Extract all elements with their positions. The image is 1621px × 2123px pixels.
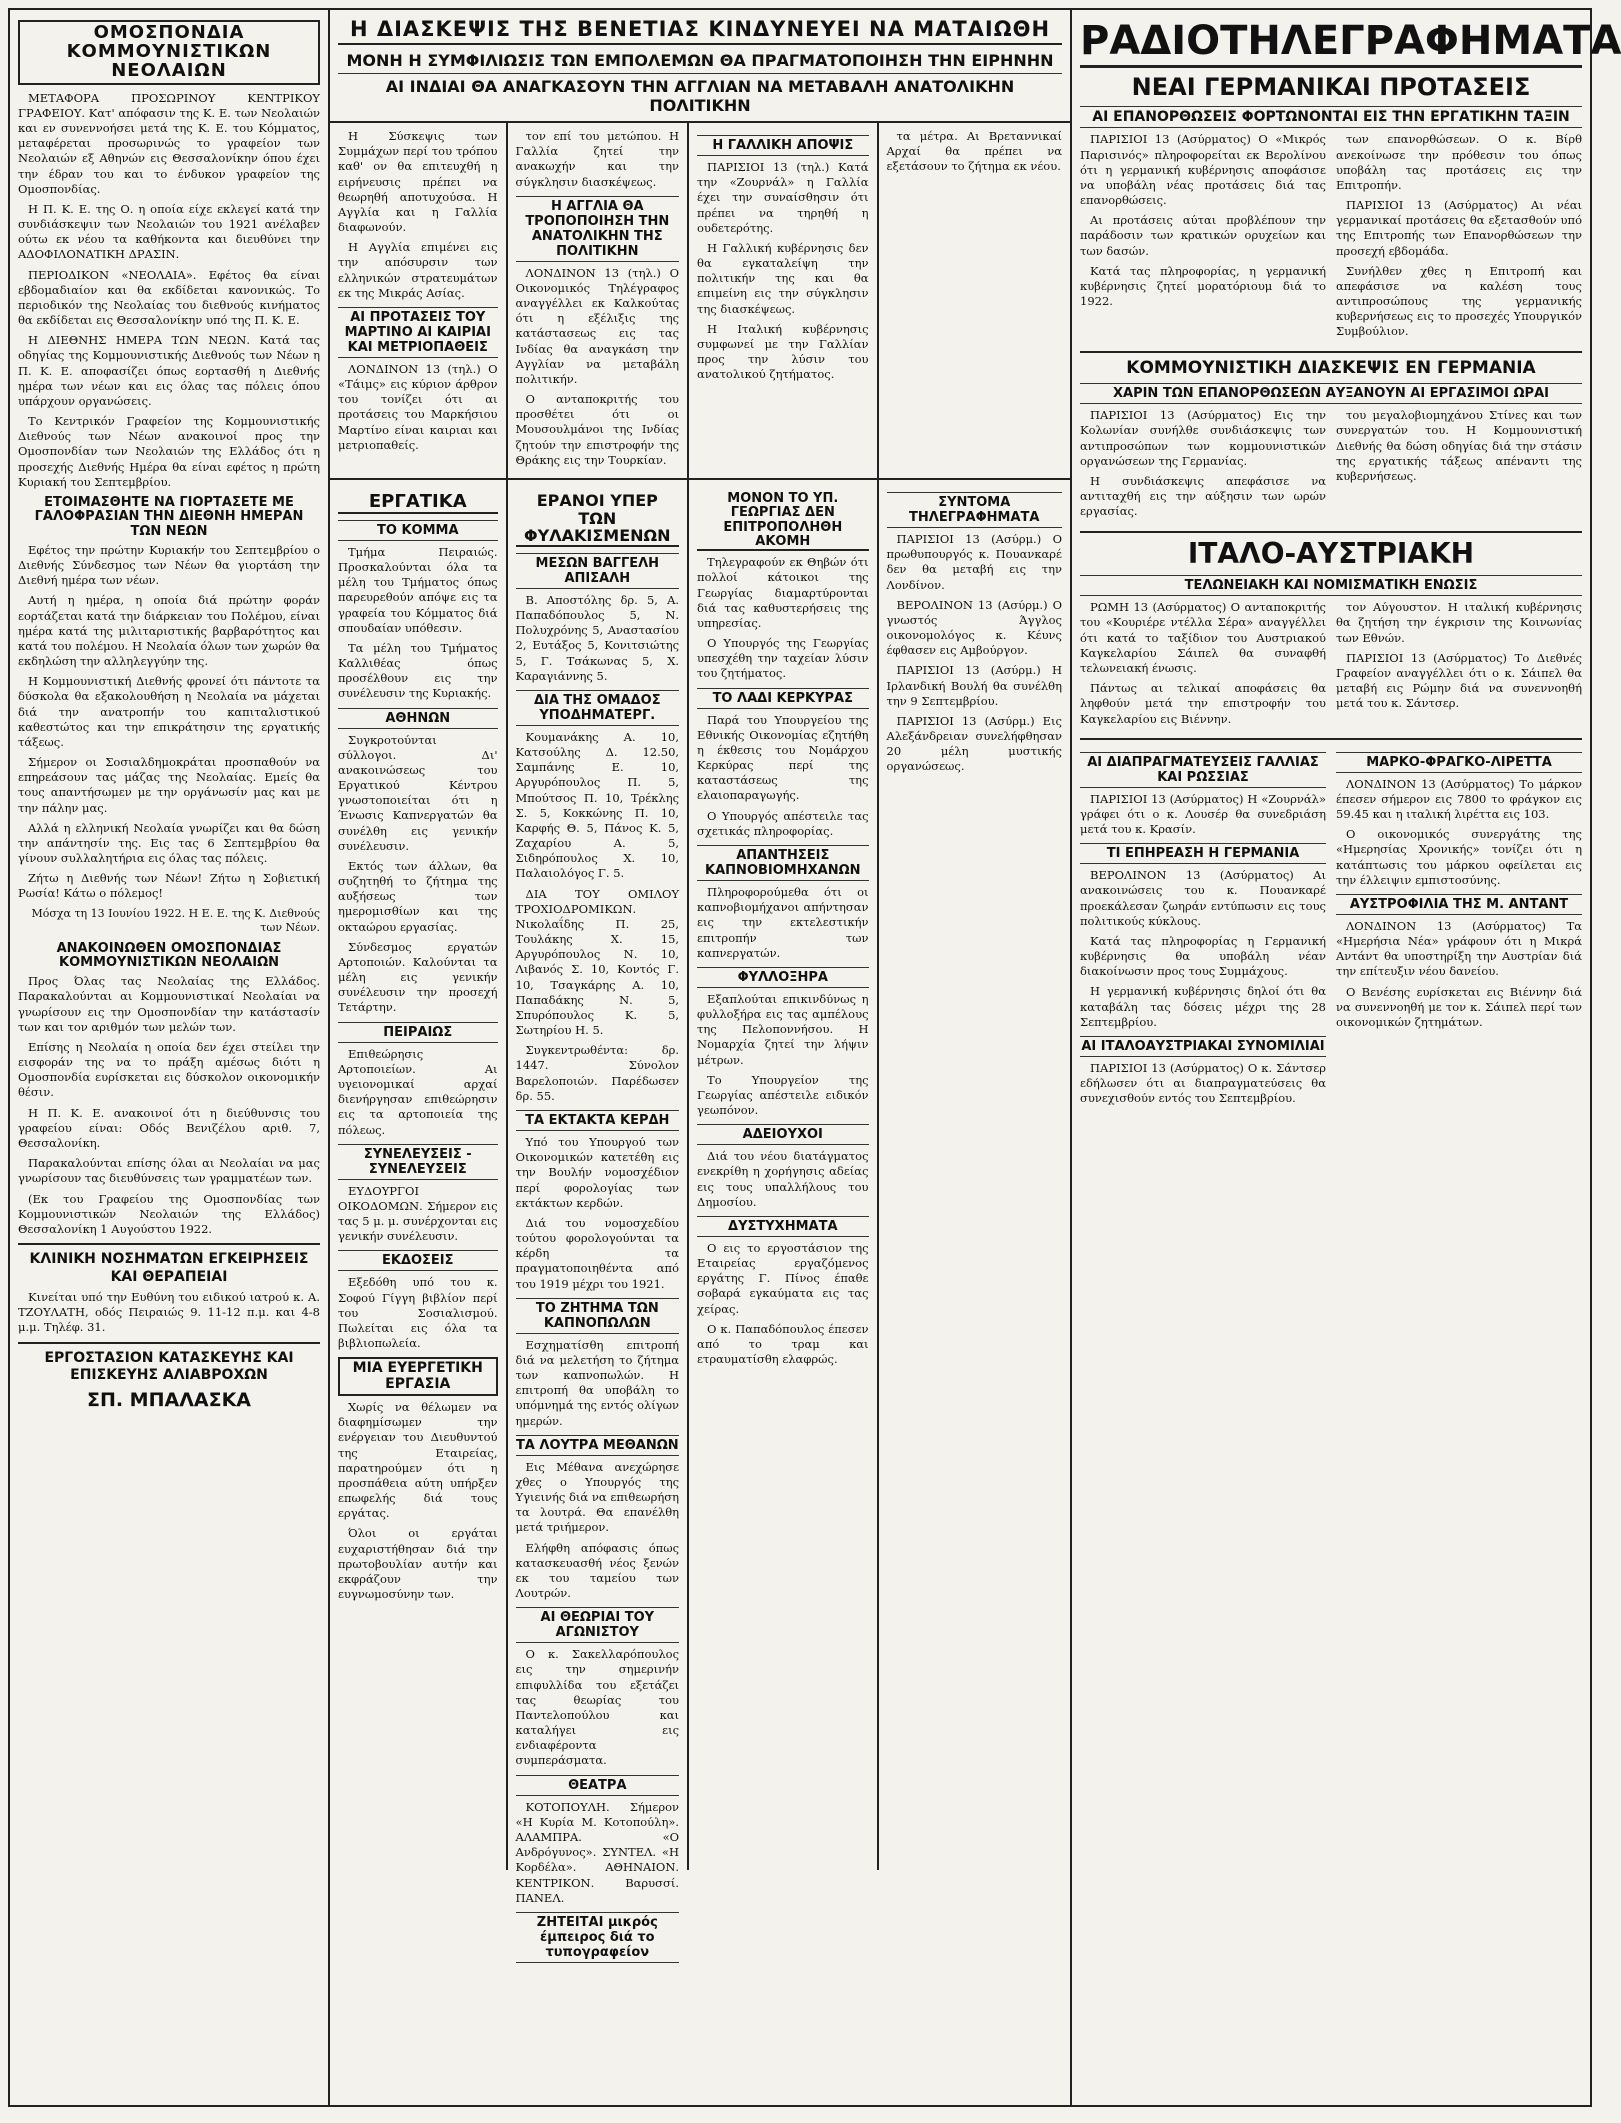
clinic-ad-text: Κινείται υπό την Ευθύνη του ειδικού ιατρού κ. Α. ΤΖΟΥΛΑΤΗ, οδός Πειραιώς 9. 11-12 π.μ. και 4-8 μ.μ. Τηλέφ. 31. [18,1290,320,1335]
factory-ad-title: ΕΡΓΟΣΤΑΣΙΟΝ ΚΑΤΑΣΚΕΥΗΣ ΚΑΙ ΕΠΙΣΚΕΥΗΣ ΑΛΙΑΒΡΟΧΩΝ [44,1349,294,1384]
article-paragraph: Διά του νομοσχεδίου τούτου φορολογούνται τα κέρδη τα πραγματοποιηθέντα από του 1919 μέχρι του 1921. [515,1215,680,1291]
article-paragraph: Η ΔΙΕΘΝΗΣ ΗΜΕΡΑ ΤΩΝ ΝΕΩΝ. Κατά τας οδηγίας της Κομμουνιστικής Διεθνούς των Νέων η Π. Κ. Ε. αποφασίζει όπως εορτασθή η Διεθνής ημέρα των νέων και εις όλας τας πόλεις όπου υπάρχουν οργανώσεις. [18,333,320,408]
article-paragraph: Συγκεντρωθέντα: δρ. 1447. Σύνολον Βαρελοποιών. Παρέδωσεν δρ. 55. [515,1043,680,1103]
article-paragraph: Η Σύσκεψις των Συμμάχων περί του τρόπου καθ' ον θα επιτευχθή η ειρήνευσις πρέπει να θεωρηθή αποτυχούσα. Η Αγγλία και η Γαλλία διαφωνούν. [338,129,498,235]
article-paragraph: Επιθεώρησις Αρτοποιείων. Αι υγειονομικαί αρχαί διενήργησαν επιθεώρησιν εις τα αρτοποιεία της πόλεως. [338,1046,498,1137]
section-heading: ΠΕΙΡΑΙΩΣ [338,1022,498,1043]
article-paragraph: Παρά του Υπουργείου της Εθνικής Οικονομίας εζητήθη η έκθεσις του Νομάρχου Κερκύρας περί της καταστάσεως της ελαιοπαραγωγής. [697,712,869,803]
section-heading: Η ΑΓΓΛΙΑ ΘΑ ΤΡΟΠΟΠΟΙΗΣΗ ΤΗΝ ΑΝΑΤΟΛΙΚΗΝ ΤΗΣ ΠΟΛΙΤΙΚΗΝ [516,196,680,262]
section-heading: ΜΟΝΟΝ ΤΟ ΥΠ. ΓΕΩΡΓΙΑΣ ΔΕΝ ΕΠΙΤΡΟΠΟΛΗΘΗ ΑΚΟΜΗ [697,492,868,551]
section-heading: ΑΙ ΔΙΑΠΡΑΓΜΑΤΕΥΣΕΙΣ ΓΑΛΛΙΑΣ ΚΑΙ ΡΩΣΣΙΑΣ [1080,752,1326,788]
middle-top-col [330,123,508,478]
section-heading: Η ΓΑΛΛΙΚΗ ΑΠΟΨΙΣ [697,135,868,156]
article-paragraph: ΡΩΜΗ 13 (Ασύρματος) Ο ανταποκριτής του «Κουριέρε ντέλλα Σέρα» αναγγέλλει ότι κατά το ταξίδιον του Αυστριακού Καγκελαρίου Σάιπελ θα συναφθή τελωνειακή ένωσις. [1080,600,1326,675]
section-heading: ΣΥΝΕΛΕΥΣΕΙΣ - ΣΥΝΕΛΕΥΣΕΙΣ [338,1144,498,1180]
section-heading: ΚΟΜΜΟΥΝΙΣΤΙΚΗ ΔΙΑΣΚΕΨΙΣ ΕΝ ΓΕΡΜΑΝΙΑ [1126,357,1536,378]
venice-conference-banner [330,10,1070,123]
divider [18,1243,320,1245]
article-paragraph: ΠΑΡΙΣΙΟΙ 13 (Ασύρμ.) Εις Αλεξάνδρειαν συνελήφθησαν 20 μέλη μυστικής οργανώσεως. [886,713,1062,774]
article-paragraph: Κατά τας πληροφορίας, η γερμανική κυβέρνησις ζητεί μορατόριουμ διά το 1922. [1080,263,1326,309]
article-paragraph: ΕΥΔΟΥΡΓΟΙ ΟΙΚΟΔΟΜΩΝ. Σήμερον εις τας 5 μ. μ. συνέρχονται εις γενικήν συνέλευσιν. [338,1183,498,1244]
middle-lower-row [330,478,1070,1960]
article-paragraph: Αι προτάσεις αύται προβλέπουν την παράδοσιν των κρατικών ορυχείων και των δασών. [1080,213,1326,258]
article-paragraph: Τμήμα Πειραιώς. Προσκαλούνται όλα τα μέλη του Τμήματος όπως παρευρεθούν απόψε εις τα γραφεία του Κόμματος διά σπουδαίαν υπόθεσιν. [338,544,498,635]
section-heading: ΤΑ ΕΚΤΑΚΤΑ ΚΕΡΔΗ [516,1110,680,1131]
article-paragraph: ΠΑΡΙΣΙΟΙ 13 (Ασύρματος) Εις την Κολωνίαν συνήλθε συνδιάσκεψις των αντιπροσώπων των κομμουνιστικών οργανώσεων της Γερμανίας. [1080,408,1326,468]
section-heading: ΤΙ ΕΠΗΡΕΑΣΗ Η ΓΕΡΜΑΝΙΑ [1080,843,1326,864]
article-paragraph: Ζήτω η Διεθνής των Νέων! Ζήτω η Σοβιετική Ρωσία! Κάτω ο πόλεμος! [18,871,320,901]
article-paragraph: Πληροφορούμεθα ότι οι καπνοβιομήχανοι απήντησαν εις την εκτελεστικήν επιτροπήν των καπνεργατών. [697,884,869,960]
article-paragraph: Η γερμανική κυβέρνησις δηλοί ότι θα καταβάλη τας δόσεις μέχρι της 28 Σεπτεμβρίου. [1080,984,1326,1029]
article-paragraph: Εις Μέθανα ανεχώρησε χθες ο Υπουργός της Υγιεινής διά να επιθεωρήση τα λουτρά. Θα επανέλθη μετά τριήμερον. [515,1459,680,1535]
section-heading: ΑΥΣΤΡΟΦΙΛΙΑ ΤΗΣ Μ. ΑΝΤΑΝΤ [1336,894,1582,915]
article-paragraph: των επανορθώσεων. Ο κ. Βίρθ ανεκοίνωσε την πρόθεσιν του όπως υποβάλη τας προτάσεις εις την Επιτροπήν. [1336,132,1582,192]
article-paragraph: Αλλά η ελληνική Νεολαία γνωρίζει και θα δώση την απάντησίν της. Εις τας 6 Σεπτεμβρίου θα γίνουν συλλαλητήρια εις όλας τας πόλεις. [18,820,320,866]
article-paragraph: Ο Υπουργός της Γεωργίας υπεσχέθη την ταχείαν λύσιν του ζητήματος. [697,636,869,681]
section-heading: ΑΘΗΝΩΝ [338,708,498,729]
article-paragraph: Παρακαλούνται επίσης όλαι αι Νεολαίαι να μας γνωρίσουν τας διευθύνσεις των γραμματέων των. [18,1156,320,1186]
section-heading: ΑΝΑΚΟΙΝΩΘΕΝ ΟΜΟΣΠΟΝΔΙΑΣ ΚΟΜΜΟΥΝΙΣΤΙΚΩΝ ΝΕΟΛΑΙΩΝ [56,940,282,970]
section-heading: ΜΙΑ ΕΥΕΡΓΕΤΙΚΗ ΕΡΓΑΣΙΑ [338,1357,498,1396]
article-paragraph: Όλοι οι εργάται ευχαριστήθησαν διά την πρωτοβουλίαν αυτήν και εκφράζουν την ευγνωμοσύνην των. [338,1526,498,1602]
middle-top-col [879,123,1070,478]
two-column-block [1080,600,1582,731]
article-paragraph: Ο Υπουργός απέστειλε τας σχετικάς πληροφορίας. [697,808,869,838]
article-paragraph: Ο κ. Παπαδόπουλος έπεσεν από το τραμ και ετραυματίσθη ελαφρώς. [697,1321,869,1367]
article-paragraph: Ο Βενέσης ευρίσκεται εις Βιέννην διά να συνεννοηθή με τον κ. Σάιπελ περί των οικονομικών ζητημάτων. [1336,984,1582,1029]
section-heading: ΔΥΣΤΥΧΗΜΑΤΑ [697,1216,868,1237]
section-subheading: ΑΙ ΕΠΑΝΟΡΘΩΣΕΙΣ ΦΟΡΤΩΝΟΝΤΑΙ ΕΙΣ ΤΗΝ ΕΡΓΑΤΙΚΗΝ ΤΑΞΙΝ [1080,106,1582,128]
workers-heading: ΕΡΓΑΤΙΚΑ [338,492,498,514]
article-paragraph: Επίσης η Νεολαία η οποία δεν έχει στείλει την εισφοράν της να το πράξη αμέσως διότι η Ομοσπονδία ευρίσκεται εις δύσκολον οικονομικήν θέσιν. [18,1039,320,1100]
workers-column [330,480,508,1870]
article-paragraph: Πάντως αι τελικαί αποφάσεις θα ληφθούν μετά την επιστροφήν του Καγκελαρίου εις Βιέννην. [1080,681,1326,726]
newspaper-page [8,8,1621,2107]
article-paragraph: ΒΕΡΟΛΙΝΟΝ 13 (Ασύρματος) Αι ανακοινώσεις του κ. Πουανκαρέ προεκάλεσαν ζωηράν εντύπωσιν εις τους πολιτικούς κύκλους. [1080,868,1326,928]
article-paragraph: ΛΟΝΔΙΝΟΝ 13 (τηλ.) Ο «Τάιμς» εις κύριον άρθρον του τονίζει ότι αι προτάσεις του Μαρκήσιου Μαρτίνο είναι καιριαι και μετριοπαθείς. [338,361,498,452]
middle-top-col [689,123,878,478]
article-paragraph: Ο οικονομικός συνεργάτης της «Ημερησίας Χρονικής» τονίζει ότι η κατάπτωσις του μάρκου οφείλεται εις την έλλειψιν εμπιστοσύνης. [1336,827,1582,887]
divider [1080,351,1582,353]
donations-column [508,480,690,1960]
section-heading: ΤΟ ΖΗΤΗΜΑ ΤΩΝ ΚΑΠΝΟΠΩΛΩΝ [516,1298,680,1334]
section-heading: ΕΤΟΙΜΑΣΘΗΤΕ ΝΑ ΓΙΟΡΤΑΣΕΤΕ ΜΕ ΓΑΛΟΦΡΑΣΙΑΝ ΤΗΝ ΔΙΕΘΝΗ ΗΜΕΡΑΝ ΤΩΝ ΝΕΩΝ [34,494,304,539]
section-heading: ΜΕΣΩΝ ΒΑΓΓΕΛΗ ΑΠΙΣΑΛΗ [516,553,680,589]
sub-headline: ΑΙ ΙΝΔΙΑΙ ΘΑ ΑΝΑΓΚΑΣΟΥΝ ΤΗΝ ΑΓΓΛΙΑΝ ΝΑ ΜΕΤΑΒΑΛΗ ΑΝΑΤΟΛΙΚΗΝ ΠΟΛΙΤΙΚΗΝ [385,77,1015,116]
article-paragraph: Β. Αποστόλης δρ. 5, Α. Παπαδόπουλος 5, Ν. Πολυχρόνης 5, Αναστασίου 2, Ευτάξος 5, Κονιτσιώτης 5, Γ. Τσάκωνας 5, Χ. Καραγιάννης 5. [515,592,680,683]
article-paragraph: Ο ανταποκριτής του προσθέτει ότι οι Μουσουλμάνοι της Ινδίας ζητούν την επιστροφήν της Θράκης εις την Τουρκίαν. [515,392,680,467]
column-youth-federation [10,10,330,2105]
section-heading: ΦΥΛΛΟΞΗΡΑ [697,967,868,988]
article-paragraph: ΔΙΑ ΤΟΥ ΟΜΙΛΟΥ ΤΡΟΧΙΟΔΡΟΜΙΚΩΝ. Νικολαΐδης Π. 25, Τουλάκης Χ. 15, Αργυρόπουλος Ν. 10, Λιβανός Σ. 10, Κοντός Γ. 10, Τσαγκάρης Α. 10, Παπαδάκης Ν. 5, Σπυρόπουλος Κ. 5, Σωτηρίου Η. 5. [515,886,680,1038]
clinic-ad-title: ΚΛΙΝΙΚΗ ΝΟΣΗΜΑΤΩΝ ΕΓΚΕΙΡΗΣΕΙΣ ΚΑΙ ΘΕΡΑΠΕΙΑΙ [29,1251,309,1285]
section-heading: ΑΙ ΙΤΑΛΟΑΥΣΤΡΙΑΚΑΙ ΣΥΝΟΜΙΛΙΑΙ [1080,1036,1326,1057]
article-paragraph: Αυτή η ημέρα, η οποία διά πρώτην φοράν εορτάζεται κατά την διάρκειαν του Πολέμου, είναι ημέρα κατά της μιλιταριστικής βαρβαρότητος και κατά του πολέμου. Η Νεολαία όλων των χωρών θα εκδηλώση την αλληλεγγύην της. [18,593,320,669]
section-heading: ΕΚΔΟΣΕΙΣ [338,1250,498,1271]
article-paragraph: Η Π. Κ. Ε. ανακοινοί ότι η διεύθυνσις του γραφείου είναι: Οδός Βενιζέλου αριθ. 7, Θεσσαλονίκη. [18,1105,320,1150]
article-paragraph: Το Υπουργείον της Γεωργίας απέστειλε ειδικόν γεωπόνον. [697,1072,869,1118]
divider [18,1342,320,1344]
article-paragraph: Τηλεγραφούν εκ Θηβών ότι πολλοί κάτοικοι της Γεωργίας διαμαρτύρονται διά τας καθυστερήσεις της υπηρεσίας. [697,555,869,630]
section-subheading: ΧΑΡΙΝ ΤΩΝ ΕΠΑΝΟΡΘΩΣΕΩΝ ΑΥΞΑΝΟΥΝ ΑΙ ΕΡΓΑΣΙΜΟΙ ΩΡΑΙ [1080,383,1582,404]
two-column-block [1080,132,1582,344]
article-paragraph: τον Αύγουστον. Η ιταλική κυβέρνησις θα ζητήση την έγκρισιν της Κοινωνίας των Εθνών. [1336,600,1582,645]
article-paragraph: Συγκροτούνται σύλλογοι. Δι' ανακοινώσεως του Εργατικού Κέντρου γνωστοποιείται ότι η Ένωσις Καπνεργατών θα συνέλθη εις γενικήν συνέλευσιν. [338,732,498,853]
article-paragraph: Σύνδεσμος εργατών Αρτοποιών. Καλούνται τα μέλη εις γενικήν συνέλευσιν την προσεχή Τετάρτην. [338,939,498,1015]
section-heading: ΣΥΝΤΟΜΑ ΤΗΛΕΓΡΑΦΗΜΑΤΑ [887,492,1062,528]
article-paragraph: Κουμανάκης Α. 10, Κατσούλης Δ. 12.50, Σαμπάνης Ε. 10, Αργυρόπουλος Π. 5, Μπούτσος Π. 10, Τρέκλης Σ. 5, Κοκκώνης Π. 10, Καρφής Θ. 5, Πάνος Κ. 5, Ζαχαρίου Α. 5, Σιδηρόπουλος Χ. 10, Παλαιολόγος Γ. 5. [515,729,680,881]
article-paragraph: τα μέτρα. Αι Βρεταννικαί Αρχαί θα πρέπει να εξετάσουν το ζήτημα εκ νέου. [886,129,1062,174]
youth-federation-masthead: ΟΜΟΣΠΟΝΔΙΑ ΚΟΜΜΟΥΝΙΣΤΙΚΩΝ ΝΕΟΛΑΙΩΝ [18,20,320,85]
section-heading: ΘΕΑΤΡΑ [516,1775,680,1796]
article-paragraph: Εξεδόθη υπό του κ. Σοφού Γίγγη βιβλίον περί του Σοσιαλισμού. Πωλείται εις όλα τα βιβλιοπωλεία. [338,1275,498,1351]
divider [1080,531,1582,533]
section-heading: ΑΔΕΙΟΥΧΟΙ [697,1124,868,1145]
article-paragraph: Εκτός των άλλων, θα συζητηθή το ζήτημα της αυξήσεως των ημερομισθίων και της οκταώρου εργασίας. [338,858,498,934]
middle-top-col [508,123,690,478]
article-paragraph: τον επί του μετώπου. Η Γαλλία ζητεί την ανακωχήν και την σύγκλησιν διασκέψεως. [515,129,680,189]
article-paragraph: Κατά τας πληροφορίας η Γερμανική κυβέρνησις θα υποβάλη νέαν διακοίνωσιν προς τους Συμμάχους. [1080,933,1326,979]
article-paragraph: ΛΟΝΔΙΝΟΝ 13 (τηλ.) Ο Οικονομικός Τηλέγραφος αναγγέλλει εκ Καλκούτας ότι η εξέλιξις της κατάστασεως εις τας Ινδίας θα αναγκάση την Αγγλίαν να μεταβάλη πολιτικήν. [515,265,680,386]
article-paragraph: Εξαπλούται επικινδύνως η φυλλοξήρα εις τας αμπέλους της Πελοποννήσου. Η Νομαρχία ζητεί την λήψιν μέτρων. [697,991,869,1067]
article-paragraph: Χωρίς να θέλωμεν να διαφημίσωμεν την ενέργειαν του Διευθυντού της Εταιρείας, παρατηρούμεν ότι η προσπάθεια αύτη υπήρξεν επωφελής διά τους εργάτας. [338,1400,498,1521]
article-signature: Μόσχα τη 13 Ιουνίου 1922. Η Ε. Ε. της Κ. Διεθνούς των Νέων. [31,906,320,935]
article-paragraph: Τα μέλη του Τμήματος Καλλιθέας όπως προσέλθουν εις την συνέλευσιν της Κυριακής. [338,640,498,701]
donations-heading: ΕΡΑΝΟΙ ΥΠΕΡ ΤΩΝ ΦΥΛΑΚΙΣΜΕΝΩΝ [516,492,680,547]
section-heading: ΑΠΑΝΤΗΣΕΙΣ ΚΑΠΝΟΒΙΟΜΗΧΑΝΩΝ [697,845,868,881]
article-paragraph: Ο κ. Σακελλαρόπουλος εις την σημερινήν επιφυλλίδα του εξετάζει τας θεωρίας του Παντελοπούλου και καταλήγει εις ενδιαφέροντα συμπεράσματα. [515,1647,680,1768]
article-paragraph: ΛΟΝΔΙΝΟΝ 13 (Ασύρματος) Το μάρκον έπεσεν σήμερον εις 7800 το φράγκον εις 59.45 και η ιταλική λιρέττα εις 103. [1336,776,1582,822]
article-paragraph: ΚΟΤΟΠΟΥΛΗ. Σήμερον «Η Κυρία Μ. Κοτοπούλη». ΑΛΑΜΠΡΑ. «Ο Ανδρόγυνος». ΣΥΝΤΕΛ. «Η Κορδέλα». ΑΘΗΝΑΙΟΝ. ΚΕΝΤΡΙΚΟΝ. Βαρυσσί. ΠΑΝΕΛ. [515,1799,680,1905]
article-paragraph: Προς Όλας τας Νεολαίας της Ελλάδος. Παρακαλούνται αι Κομμουνιστικαί Νεολαίαι να γνωρίσουν εις την Ομοσπονδίαν την κατάστασίν των και τον αριθμόν των μελών των. [18,974,320,1034]
article-paragraph: Το Κεντρικόν Γραφείον της Κομμουνιστικής Διεθνούς των Νέων ανακοινοί προς την Ομοσπονδίαν των Νεολαιών της Ελλάδος ότι η προσεχής Διεθνής Ημέρα θα είναι εφέτος η πρώτη Κυριακή του Σεπτεμβρίου. [18,414,320,489]
article-paragraph: ΠΑΡΙΣΙΟΙ 13 (τηλ.) Κατά την «Ζουρνάλ» η Γαλλία έχει την συναίσθησιν ότι πρέπει να τηρηθή η ουδετερότης. [697,160,869,235]
article-paragraph: Ελήφθη απόφασις όπως κατασκευασθή νέος ξενών εκ του ταμείου των Λουτρών. [515,1540,680,1601]
section-heading: ΤΟ ΛΑΔΙ ΚΕΡΚΥΡΑΣ [697,688,868,709]
radio-telegrams-masthead: ΡΑΔΙΟΤΗΛΕΓΡΑΦΗΜΑΤΑ [1080,20,1582,68]
section-heading: ΤΑ ΛΟΥΤΡΑ ΜΕΘΑΝΩΝ [516,1435,680,1456]
article-paragraph: Η Αγγλία επιμένει εις την απόσυρσιν των ελληνικών στρατευμάτων εκ της Μικράς Ασίας. [338,240,498,300]
article-paragraph: Εφέτος την πρώτην Κυριακήν του Σεπτεμβρίου ο Διεθνής Σύνδεσμος των Νέων θα γιορτάση την Διεθνή ημέρα των νέων. [18,542,320,588]
factory-ad-name: ΣΠ. ΜΠΑΛΑΣΚΑ [86,1388,252,1411]
article-paragraph: (Εκ του Γραφείου της Ομοσπονδίας των Κομμουνιστικών Νεολαιών της Ελλάδος) Θεσσαλονίκη 1 Αυγούστου 1922. [18,1191,320,1236]
article-paragraph: του μεγαλοβιομηχάνου Στίνες και των συνεργατών του. Η Κομμουνιστική Διεθνής θα δώση οδηγίας διά την στάσιν της εργατικής τάξεως απέναντι της κυβερνήσεως. [1336,408,1582,483]
news-column [689,480,878,1870]
column-radio-telegrams [1072,10,1621,2105]
article-paragraph: ΒΕΡΟΛΙΝΟΝ 13 (Ασύρμ.) Ο γνωστός Άγγλος οικονομολόγος κ. Κέυνς έφθασεν εις Αμβούργον. [886,597,1062,658]
column-middle [330,10,1072,2105]
article-paragraph: Η συνδιάσκεψις απεφάσισε να αντιταχθή εις την αύξησιν των ωρών εργασίας. [1080,474,1326,519]
article-paragraph: Εσχηματίσθη επιτροπή διά να μελετήση το ζήτημα των καπνοπωλών. Η επιτροπή θα υποβάλη το υπόμνημά της εντός ολίγων ημερών. [515,1337,680,1428]
article-paragraph: Συνήλθεν χθες η Επιτροπή και απεφάσισε να καλέση τους αντιπροσώπους της γερμανικής κυβερνήσεως εις το προσεχές Υπουργικόν Συμβούλιον. [1336,263,1582,339]
divider [1080,738,1582,740]
section-heading: ΝΕΑΙ ΓΕΡΜΑΝΙΚΑΙ ΠΡΟΤΑΣΕΙΣ [1131,73,1531,101]
article-paragraph: Υπό του Υπουργού των Οικονομικών κατετέθη εις την Βουλήν νομοσχέδιον περί φορολογίας των εκτάκτων κερδών. [515,1134,680,1210]
section-subheading: ΤΕΛΩΝΕΙΑΚΗ ΚΑΙ ΝΟΜΙΣΜΑΤΙΚΗ ΕΝΩΣΙΣ [1080,575,1582,596]
section-heading: ΖΗΤΕΙΤΑΙ μικρός έμπειρος διά το τυπογραφείον [516,1912,680,1963]
article-paragraph: ΜΕΤΑΦΟΡΑ ΠΡΟΣΩΡΙΝΟΥ ΚΕΝΤΡΙΚΟΥ ΓΡΑΦΕΙΟΥ. Κατ' απόφασιν της Κ. Ε. των Νεολαιών και εν συνεννοήσει μετά της Κ. Ε. του Κόμματος, μεταφέρεται προσωρινώς το γραφείον των Νεολαιών εξ Αθηνών εις Θεσσαλονίκην όπου έχει την έδραν του και το ένδυκον γραφείον της Ομοσπονδίας. [18,90,320,196]
article-paragraph: ΛΟΝΔΙΝΟΝ 13 (Ασύρματος) Τα «Ημερήσια Νέα» γράφουν ότι η Μικρά Αντάντ θα υποστηρίξη την Αυστρίαν διά την επίτευξιν νέου δανείου. [1336,918,1582,979]
article-paragraph: ΠΑΡΙΣΙΟΙ 13 (Ασύρματος) Ο «Μικρός Παρισινός» πληροφορείται εκ Βερολίνου ότι η γερμανική κυβέρνησις αποφάσισε να υποβάλη νέας προτάσεις διά τας επανορθώσεις. [1080,132,1326,208]
article-paragraph: ΠΑΡΙΣΙΟΙ 13 (Ασύρματος) Αι νέαι γερμανικαί προτάσεις θα εξετασθούν υπό της Επιτροπής των Επανορθώσεων την προσεχή εβδομάδα. [1336,198,1582,258]
article-paragraph: Διά του νέου διατάγματος ενεκρίθη η χορήγησις αδείας εις τους υπαλλήλους του Δημοσίου. [697,1149,869,1209]
article-paragraph: ΠΑΡΙΣΙΟΙ 13 (Ασύρμ.) Ο πρωθυπουργός κ. Πουανκαρέ δεν θα μεταβή εις την Λονδίνον. [886,532,1062,592]
section-heading: ΑΙ ΠΡΟΤΑΣΕΙΣ ΤΟΥ ΜΑΡΤΙΝΟ ΑΙ ΚΑΙΡΙΑΙ ΚΑΙ ΜΕΤΡΙΟΠΑΘΕΙΣ [338,307,498,358]
article-paragraph: Η Π. Κ. Ε. της Ο. η οποία είχε εκλεγεί κατά την συνδιάσκεψιν των Νεολαιών του 1921 ανέλαβεν ούτω εκ νέου τα καθήκοντα και διευθύνει την ΑΔΟΦΙΛΟΝΑΤΙΚΗ ΔΡΑΣΙΝ. [18,201,320,262]
section-heading: ΤΟ ΚΟΜΜΑ [338,520,498,541]
two-column-block [1080,746,1582,1112]
article-paragraph: Η Κομμουνιστική Διεθνής φρονεί ότι πάντοτε τα δύσκολα θα εξακολουθήση η Νεολαία να μάχεται διά την ανατροπήν του καπιταλιστικού καθεστώτος και την επικράτησιν της εργατικής τάξεως. [18,674,320,749]
middle-top-row [330,123,1070,478]
article-paragraph: Σήμερον οι Σοσιαλδημοκράται προσπαθούν να επηρεάσουν τας μάζας της Νεολαίας. Εμείς θα τους απαντήσωμεν με την οργάνωσίν μας και με την πάλην μας. [18,755,320,815]
article-paragraph: Η Ιταλική κυβέρνησις συμφωνεί με την Γαλλίαν προς την λύσιν του ανατολικού ζητήματος. [697,321,869,382]
article-paragraph: Η Γαλλική κυβέρνησις δεν θα εγκαταλείψη την πολιτικήν της και θα επιμείνη εις την σύγκλησιν της διασκέψεως. [697,240,869,316]
main-headline: Η ΔΙΑΣΚΕΨΙΣ ΤΗΣ ΒΕΝΕΤΙΑΣ ΚΙΝΔΥΝΕΥΕΙ ΝΑ ΜΑΤΑΙΩΘΗ [338,18,1062,45]
section-heading: ΑΙ ΘΕΩΡΙΑΙ ΤΟΥ ΑΓΩΝΙΣΤΟΥ [516,1607,680,1643]
article-paragraph: ΠΑΡΙΣΙΟΙ 13 (Ασύρματος) Η «Ζουρνάλ» γράφει ότι ο κ. Λουσέρ θα συνεδριάση μετά του κ. Κρασίν. [1080,791,1326,837]
article-paragraph: ΠΑΡΙΣΙΟΙ 13 (Ασύρματος) Ο κ. Σάντσερ εδήλωσεν ότι αι διαπραγματεύσεις θα συνεχισθούν εντός του Σεπτεμβρίου. [1080,1060,1326,1106]
two-column-block [1080,408,1582,524]
article-paragraph: ΠΕΡΙΟΔΙΚΟΝ «ΝΕΟΛΑΙΑ». Εφέτος θα είναι εβδομαδιαίον και θα εκδίδεται κανονικώς. Το περιοδικόν της Νεολαίας του διεθνούς κινήματος θα εκδίδεται εις Θεσσαλονίκην υπό της Π. Κ. Ε. [18,267,320,328]
article-paragraph: ΠΑΡΙΣΙΟΙ 13 (Ασύρματος) Το Διεθνές Γραφείον αναγγέλλει ότι ο κ. Σάιπελ θα μεταβή εις Ρώμην διά να συνεννοηθή μετά του κ. Σάντσερ. [1336,650,1582,711]
section-heading: ΙΤΑΛΟ-ΑΥΣΤΡΙΑΚΗ [1187,536,1475,570]
telegrams-column [879,480,1070,1870]
sub-headline: ΜΟΝΗ Η ΣΥΜΦΙΛΙΩΣΙΣ ΤΩΝ ΕΜΠΟΛΕΜΩΝ ΘΑ ΠΡΑΓΜΑΤΟΠΟΙΗΣΗ ΤΗΝ ΕΙΡΗΝΗΝ [338,51,1062,74]
section-heading: ΜΑΡΚΟ-ΦΡΑΓΚΟ-ΛΙΡΕΤΤΑ [1336,752,1582,773]
section-heading: ΔΙΑ ΤΗΣ ΟΜΑΔΟΣ ΥΠΟΔΗΜΑΤΕΡΓ. [516,690,680,726]
article-paragraph: ΠΑΡΙΣΙΟΙ 13 (Ασύρμ.) Η Ιρλανδική Βουλή θα συνέλθη την 9 Σεπτεμβρίου. [886,663,1062,708]
article-paragraph: Ο εις το εργοστάσιον της Εταιρείας εργαζόμενος εργάτης Γ. Πίνος έπαθε σοβαρά εγκαύματα εις τας χείρας. [697,1240,869,1316]
